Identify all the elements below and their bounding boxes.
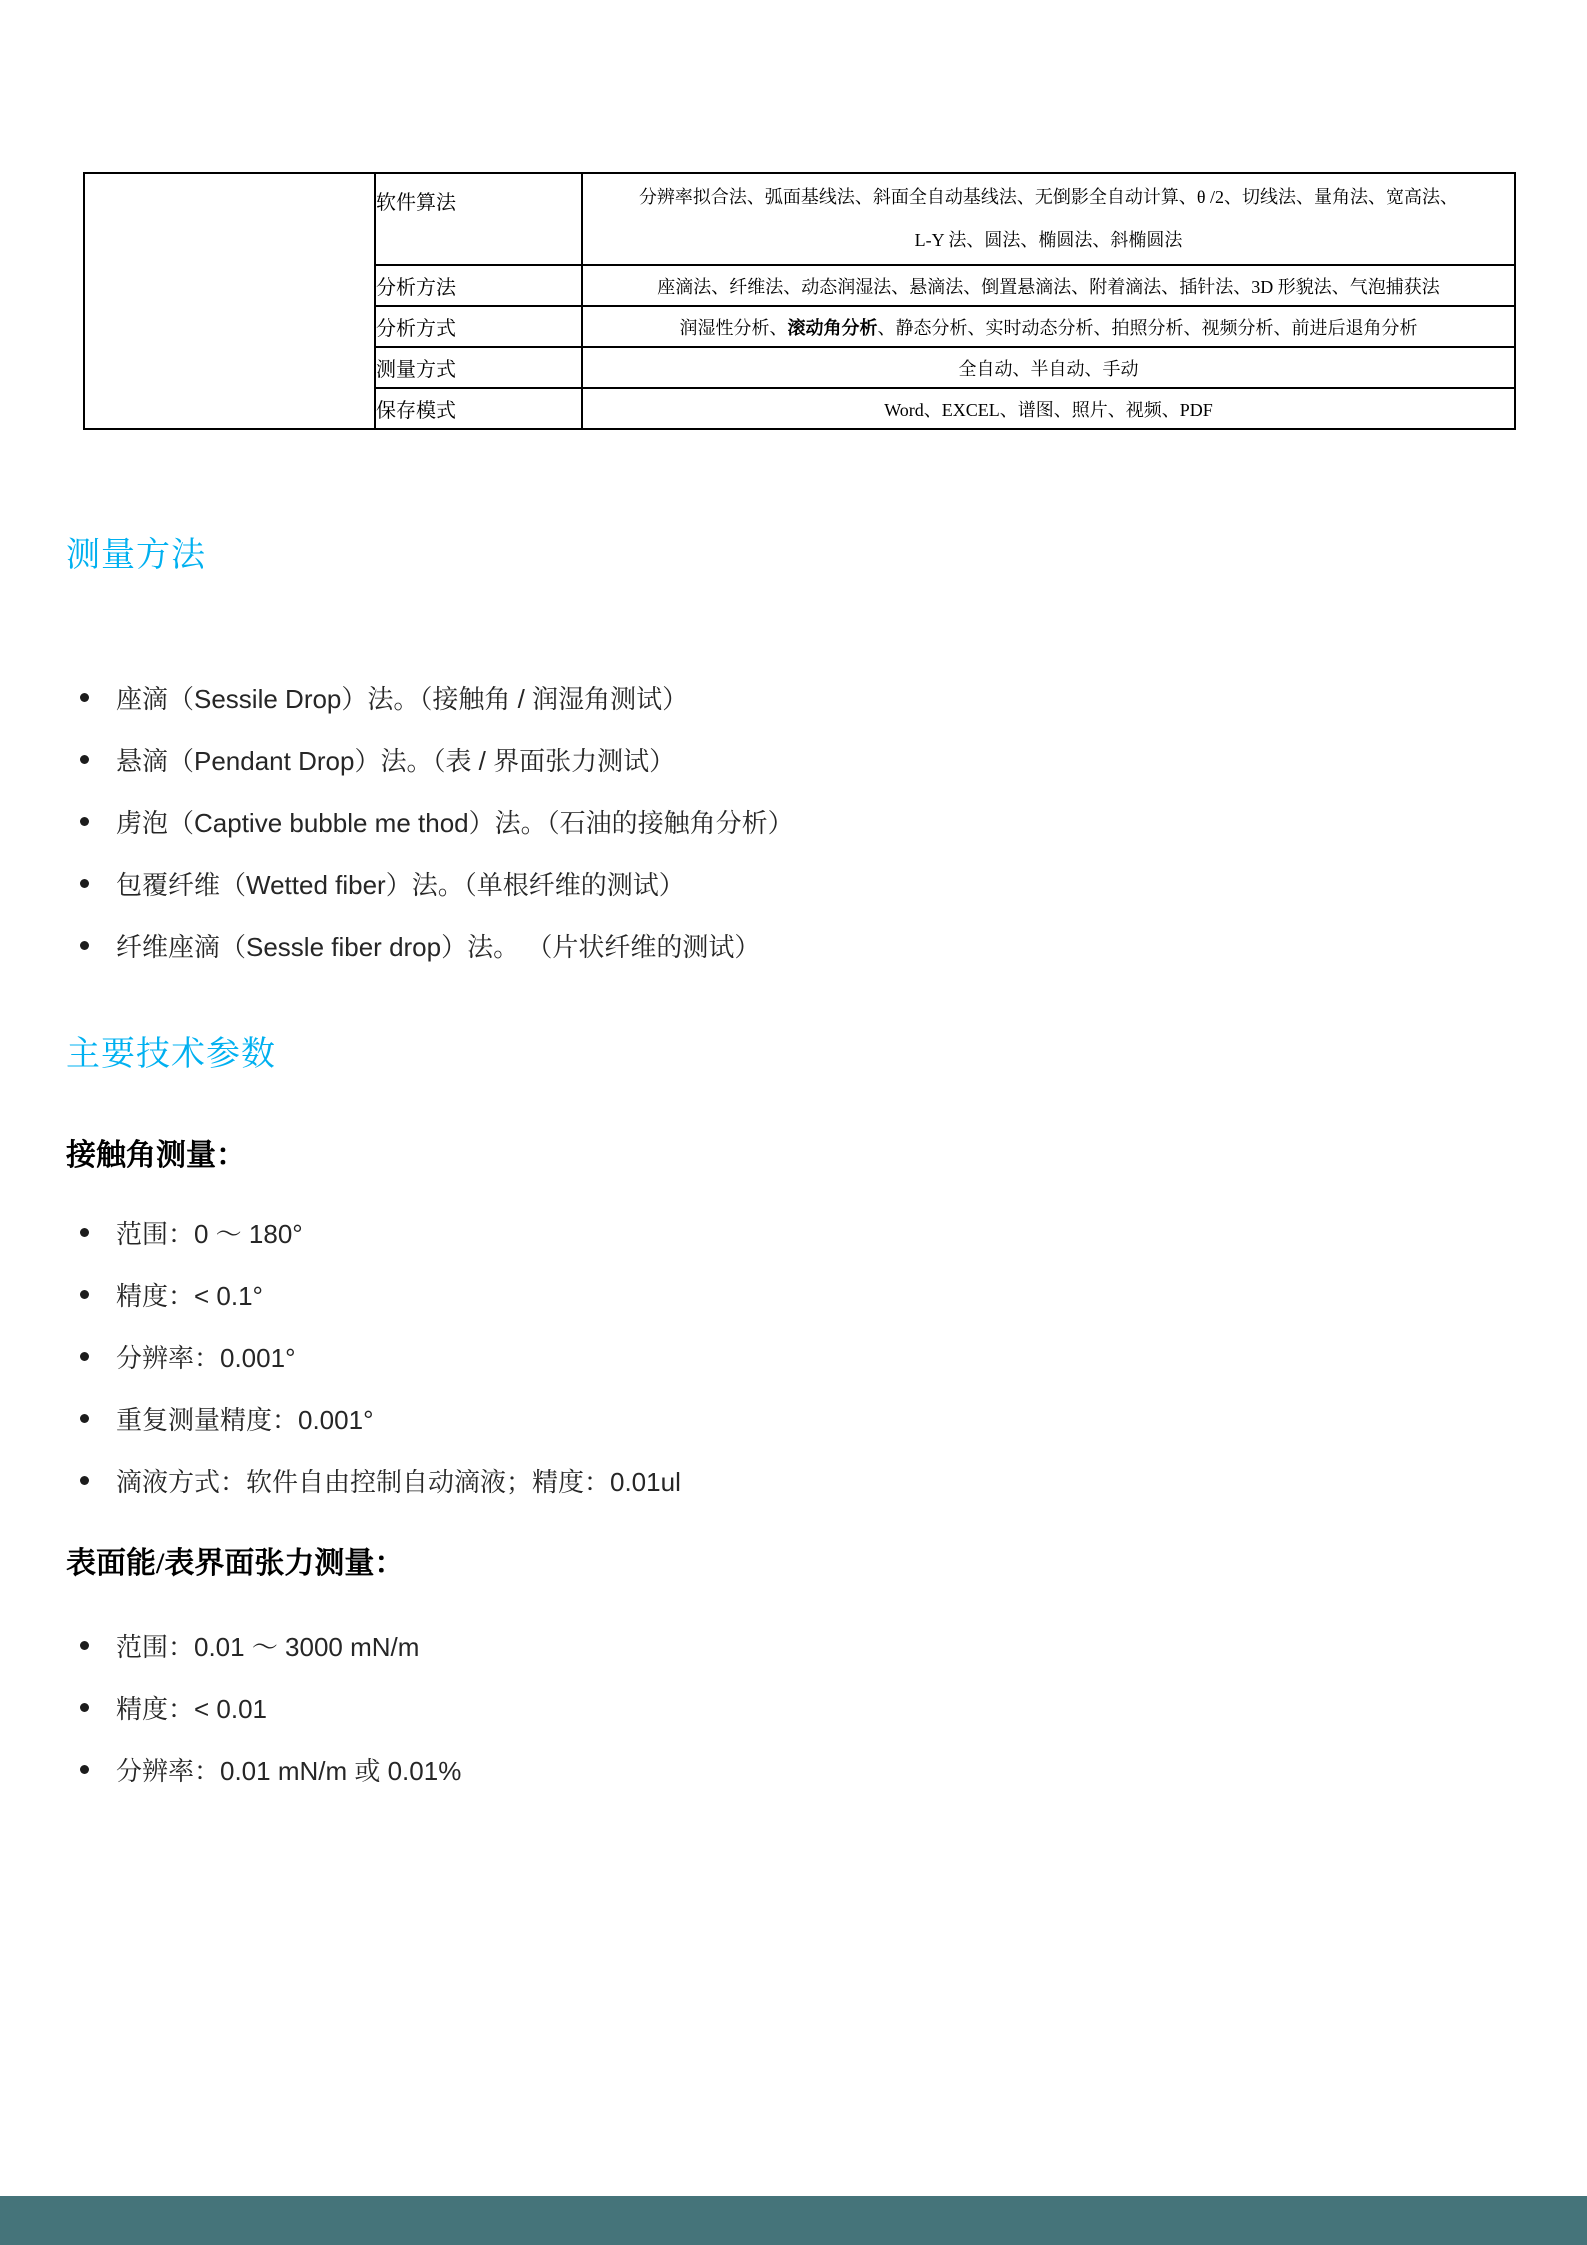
row-value: Word、EXCEL、谱图、照片、视频、PDF [582, 388, 1515, 429]
row-value-segment: 润湿性分析、 [679, 317, 788, 338]
list-item [80, 1279, 681, 1309]
bullet-icon [80, 693, 89, 702]
contact-angle-list [80, 1217, 681, 1527]
list-item-text: 滴液方式：软件自由控制自动滴液；精度：0.01ul [116, 1466, 681, 1497]
list-item-text: 精度：< 0.01 [116, 1693, 268, 1724]
row-label: 保存模式 [375, 388, 582, 429]
bullet-icon [80, 1641, 89, 1650]
row-value-segment: 、静态分析、实时动态分析、拍照分析、视频分析、前进后退角分析 [877, 317, 1418, 338]
bullet-icon [80, 1703, 89, 1712]
bullet-icon [80, 1414, 89, 1423]
subheading-surface-tension: 表面能/表界面张力测量： [66, 1547, 405, 1580]
row-label: 测量方式 [375, 347, 582, 388]
list-item [80, 682, 794, 712]
bullet-icon [80, 1228, 89, 1237]
list-item-text: 悬滴（Pendant Drop）法。（表 / 界面张力测试） [116, 745, 676, 776]
page-footer-bar [0, 2196, 1587, 2245]
bullet-icon [80, 941, 89, 950]
list-item-text: 纤维座滴（Sessle fiber drop）法。 （片状纤维的测试） [116, 931, 761, 962]
list-item-text: 座滴（Sessile Drop）法。（接触角 / 润湿角测试） [116, 683, 689, 714]
row-label: 软件算法 [375, 173, 582, 265]
section-heading-measurement-methods: 测量方法 [66, 537, 206, 574]
bullet-icon [80, 1765, 89, 1774]
list-item-text: 范围：0 ～ 180° [116, 1218, 303, 1249]
bullet-icon [80, 1290, 89, 1299]
row-value [582, 173, 1515, 265]
row-label: 分析方式 [375, 306, 582, 347]
bullet-icon [80, 817, 89, 826]
bullet-icon [80, 879, 89, 888]
list-item-text: 包覆纤维（Wetted fiber）法。（单根纤维的测试） [116, 869, 685, 900]
list-item [80, 1465, 681, 1495]
empty-cell [84, 173, 375, 429]
list-item-text: 分辨率：0.01 mN/m 或 0.01% [116, 1755, 462, 1786]
list-item-text: 范围：0.01 ～ 3000 mN/m [116, 1631, 420, 1662]
list-item [80, 806, 794, 836]
list-item-text: 重复测量精度：0.001° [116, 1404, 374, 1435]
list-item-text: 精度：< 0.1° [116, 1280, 263, 1311]
subheading-contact-angle: 接触角测量： [66, 1139, 246, 1172]
list-item [80, 1692, 461, 1722]
list-item-text: 分辨率：0.001° [116, 1342, 296, 1373]
row-label: 分析方法 [375, 265, 582, 306]
row-value-line1: 分辨率拟合法、弧面基线法、斜面全自动基线法、无倒影全自动计算、θ /2、切线法、量角法、宽高法、 [638, 187, 1459, 207]
list-item [80, 868, 794, 898]
table-row [84, 173, 1515, 265]
section-heading-technical-parameters: 主要技术参数 [66, 1036, 276, 1073]
row-value: 座滴法、纤维法、动态润湿法、悬滴法、倒置悬滴法、附着滴法、插针法、3D 形貌法、气泡捕获法 [582, 265, 1515, 306]
list-item [80, 1341, 681, 1371]
row-value [582, 306, 1515, 347]
bullet-icon [80, 1476, 89, 1485]
bullet-icon [80, 755, 89, 764]
row-value-bold-segment: 滚动角分析 [787, 317, 878, 338]
list-item [80, 930, 794, 960]
measurement-methods-list [80, 682, 794, 992]
list-item [80, 1754, 461, 1784]
list-item [80, 1217, 681, 1247]
row-value-line2: L-Y 法、圆法、椭圆法、斜椭圆法 [914, 230, 1183, 250]
bullet-icon [80, 1352, 89, 1361]
surface-tension-list [80, 1630, 461, 1816]
spec-table [83, 172, 1516, 430]
list-item [80, 1403, 681, 1433]
row-value: 全自动、半自动、手动 [582, 347, 1515, 388]
list-item [80, 1630, 461, 1660]
list-item [80, 744, 794, 774]
list-item-text: 虏泡（Captive bubble me thod）法。（石油的接触角分析） [116, 807, 794, 838]
